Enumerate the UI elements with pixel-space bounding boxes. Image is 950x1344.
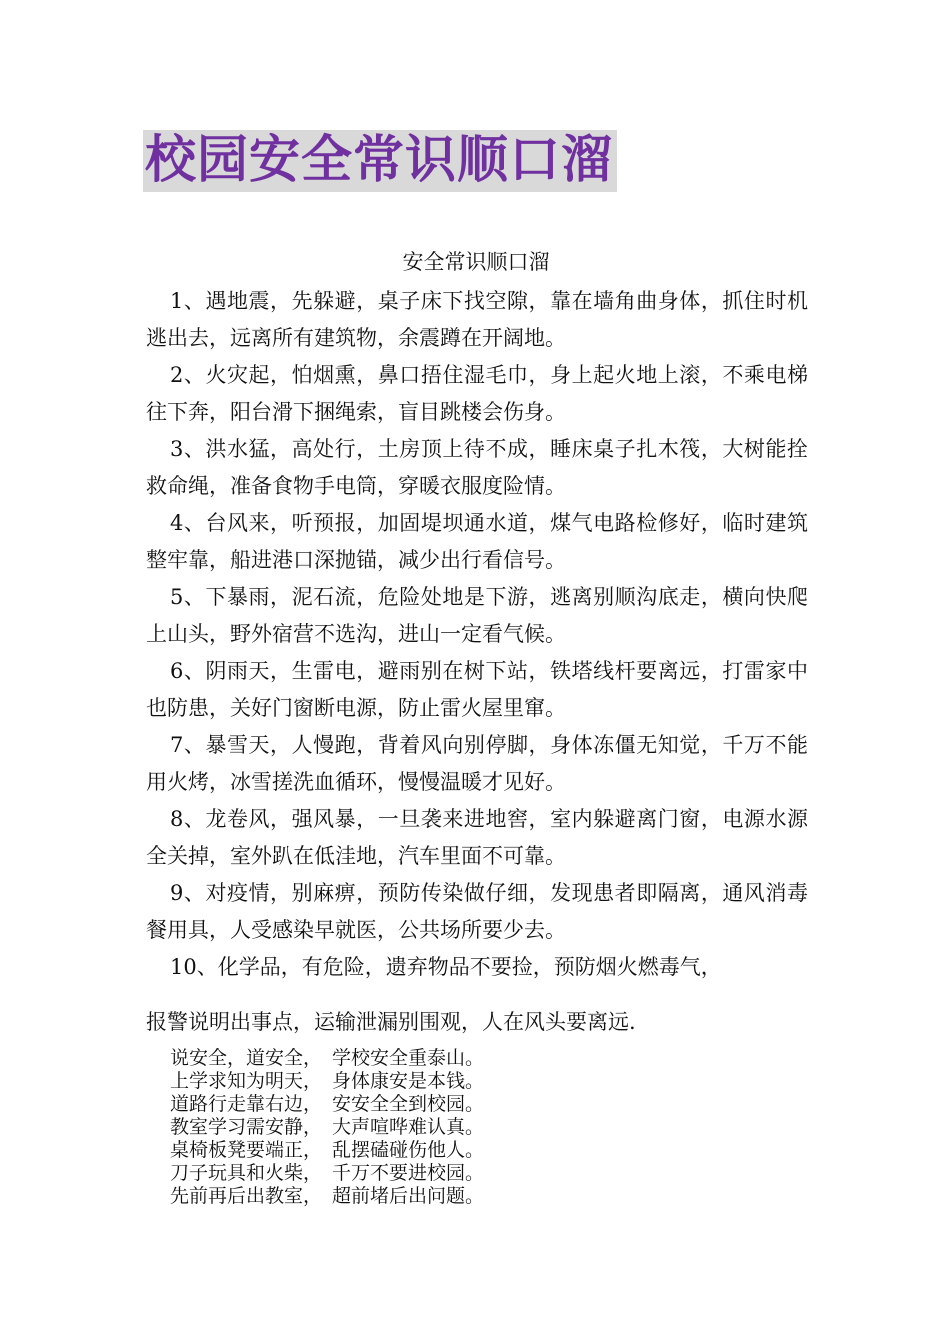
poem-line (170, 1185, 484, 1208)
poem-line (170, 1070, 484, 1093)
rule-paragraph: 1、遇地震，先躲避，桌子床下找空隙，靠在墙角曲身体，抓住时机逃出去，远离所有建筑物，余震蹲在开阔地。 (146, 289, 808, 350)
poem-first-half: 先前再后出教室， (170, 1185, 323, 1207)
rule-paragraph: 6、阴雨天，生雷电，避雨别在树下站，铁塔线杆要离远，打雷家中也防患，关好门窗断电源，防止雷火屋里窜。 (146, 659, 808, 720)
safety-poem (170, 1047, 484, 1208)
rule-10-line-2: 报警说明出事点，运输泄漏别围观，人在风头要离远. (146, 1010, 636, 1034)
rule-paragraph: 5、下暴雨，泥石流，危险处地是下游，逃离别顺沟底走，横向快爬上山头，野外宿营不选沟，进山一定看气候。 (146, 585, 808, 646)
poem-second-half: 乱摆磕碰伤他人。 (332, 1139, 485, 1161)
poem-second-half: 千万不要进校园。 (332, 1162, 485, 1184)
poem-first-half: 刀子玩具和火柴， (170, 1162, 323, 1184)
title-highlight (143, 130, 617, 192)
page-title: 校园安全常识顺口溜 (145, 131, 614, 190)
subtitle-text: 安全常识顺口溜 (402, 250, 550, 274)
poem-line (170, 1139, 484, 1162)
poem-line (170, 1162, 484, 1185)
poem-line (170, 1093, 484, 1116)
poem-line (170, 1047, 484, 1070)
rule-paragraph: 9、对疫情，别麻痹，预防传染做仔细，发现患者即隔离，通风消毒餐用具，人受感染早就医，公共场所要少去。 (146, 881, 808, 942)
poem-first-half: 上学求知为明天， (170, 1070, 323, 1092)
poem-second-half: 大声喧哗难认真。 (332, 1116, 485, 1138)
rule-paragraph-10 (146, 949, 808, 1041)
rule-paragraph: 7、暴雪天，人慢跑，背着风向别停脚，身体冻僵无知觉，千万不能用火烤，冰雪搓洗血循环，慢慢温暖才见好。 (146, 733, 808, 794)
rule-paragraph: 3、洪水猛，高处行，土房顶上待不成，睡床桌子扎木筏，大树能拴救命绳，准备食物手电筒，穿暖衣服度险情。 (146, 437, 808, 498)
poem-first-half: 桌椅板凳要端正， (170, 1139, 323, 1161)
poem-second-half: 学校安全重泰山。 (332, 1047, 485, 1069)
poem-second-half: 安安全全到校园。 (332, 1093, 485, 1115)
poem-line (170, 1116, 484, 1139)
poem-first-half: 道路行走靠右边， (170, 1093, 323, 1115)
poem-first-half: 教室学习需安静， (170, 1116, 323, 1138)
rule-paragraph: 8、龙卷风，强风暴，一旦袭来进地窖，室内躲避离门窗，电源水源全关掉，室外趴在低洼地，汽车里面不可靠。 (146, 807, 808, 868)
rule-paragraph: 4、台风来，听预报，加固堤坝通水道，煤气电路检修好，临时建筑整牢靠，船进港口深抛锚，减少出行看信号。 (146, 511, 808, 572)
rule-10-line-1: 10、化学品，有危险，遗弃物品不要捡，预防烟火燃毒气， (170, 955, 722, 979)
safety-rules (146, 283, 808, 1041)
subtitle (0, 247, 950, 277)
poem-second-half: 超前堵后出问题。 (332, 1185, 485, 1207)
rule-paragraph: 2、火灾起，怕烟熏，鼻口捂住湿毛巾，身上起火地上滚，不乘电梯往下奔，阳台滑下捆绳索，盲目跳楼会伤身。 (146, 363, 808, 424)
poem-first-half: 说安全，道安全， (170, 1047, 323, 1069)
poem-second-half: 身体康安是本钱。 (332, 1070, 485, 1092)
